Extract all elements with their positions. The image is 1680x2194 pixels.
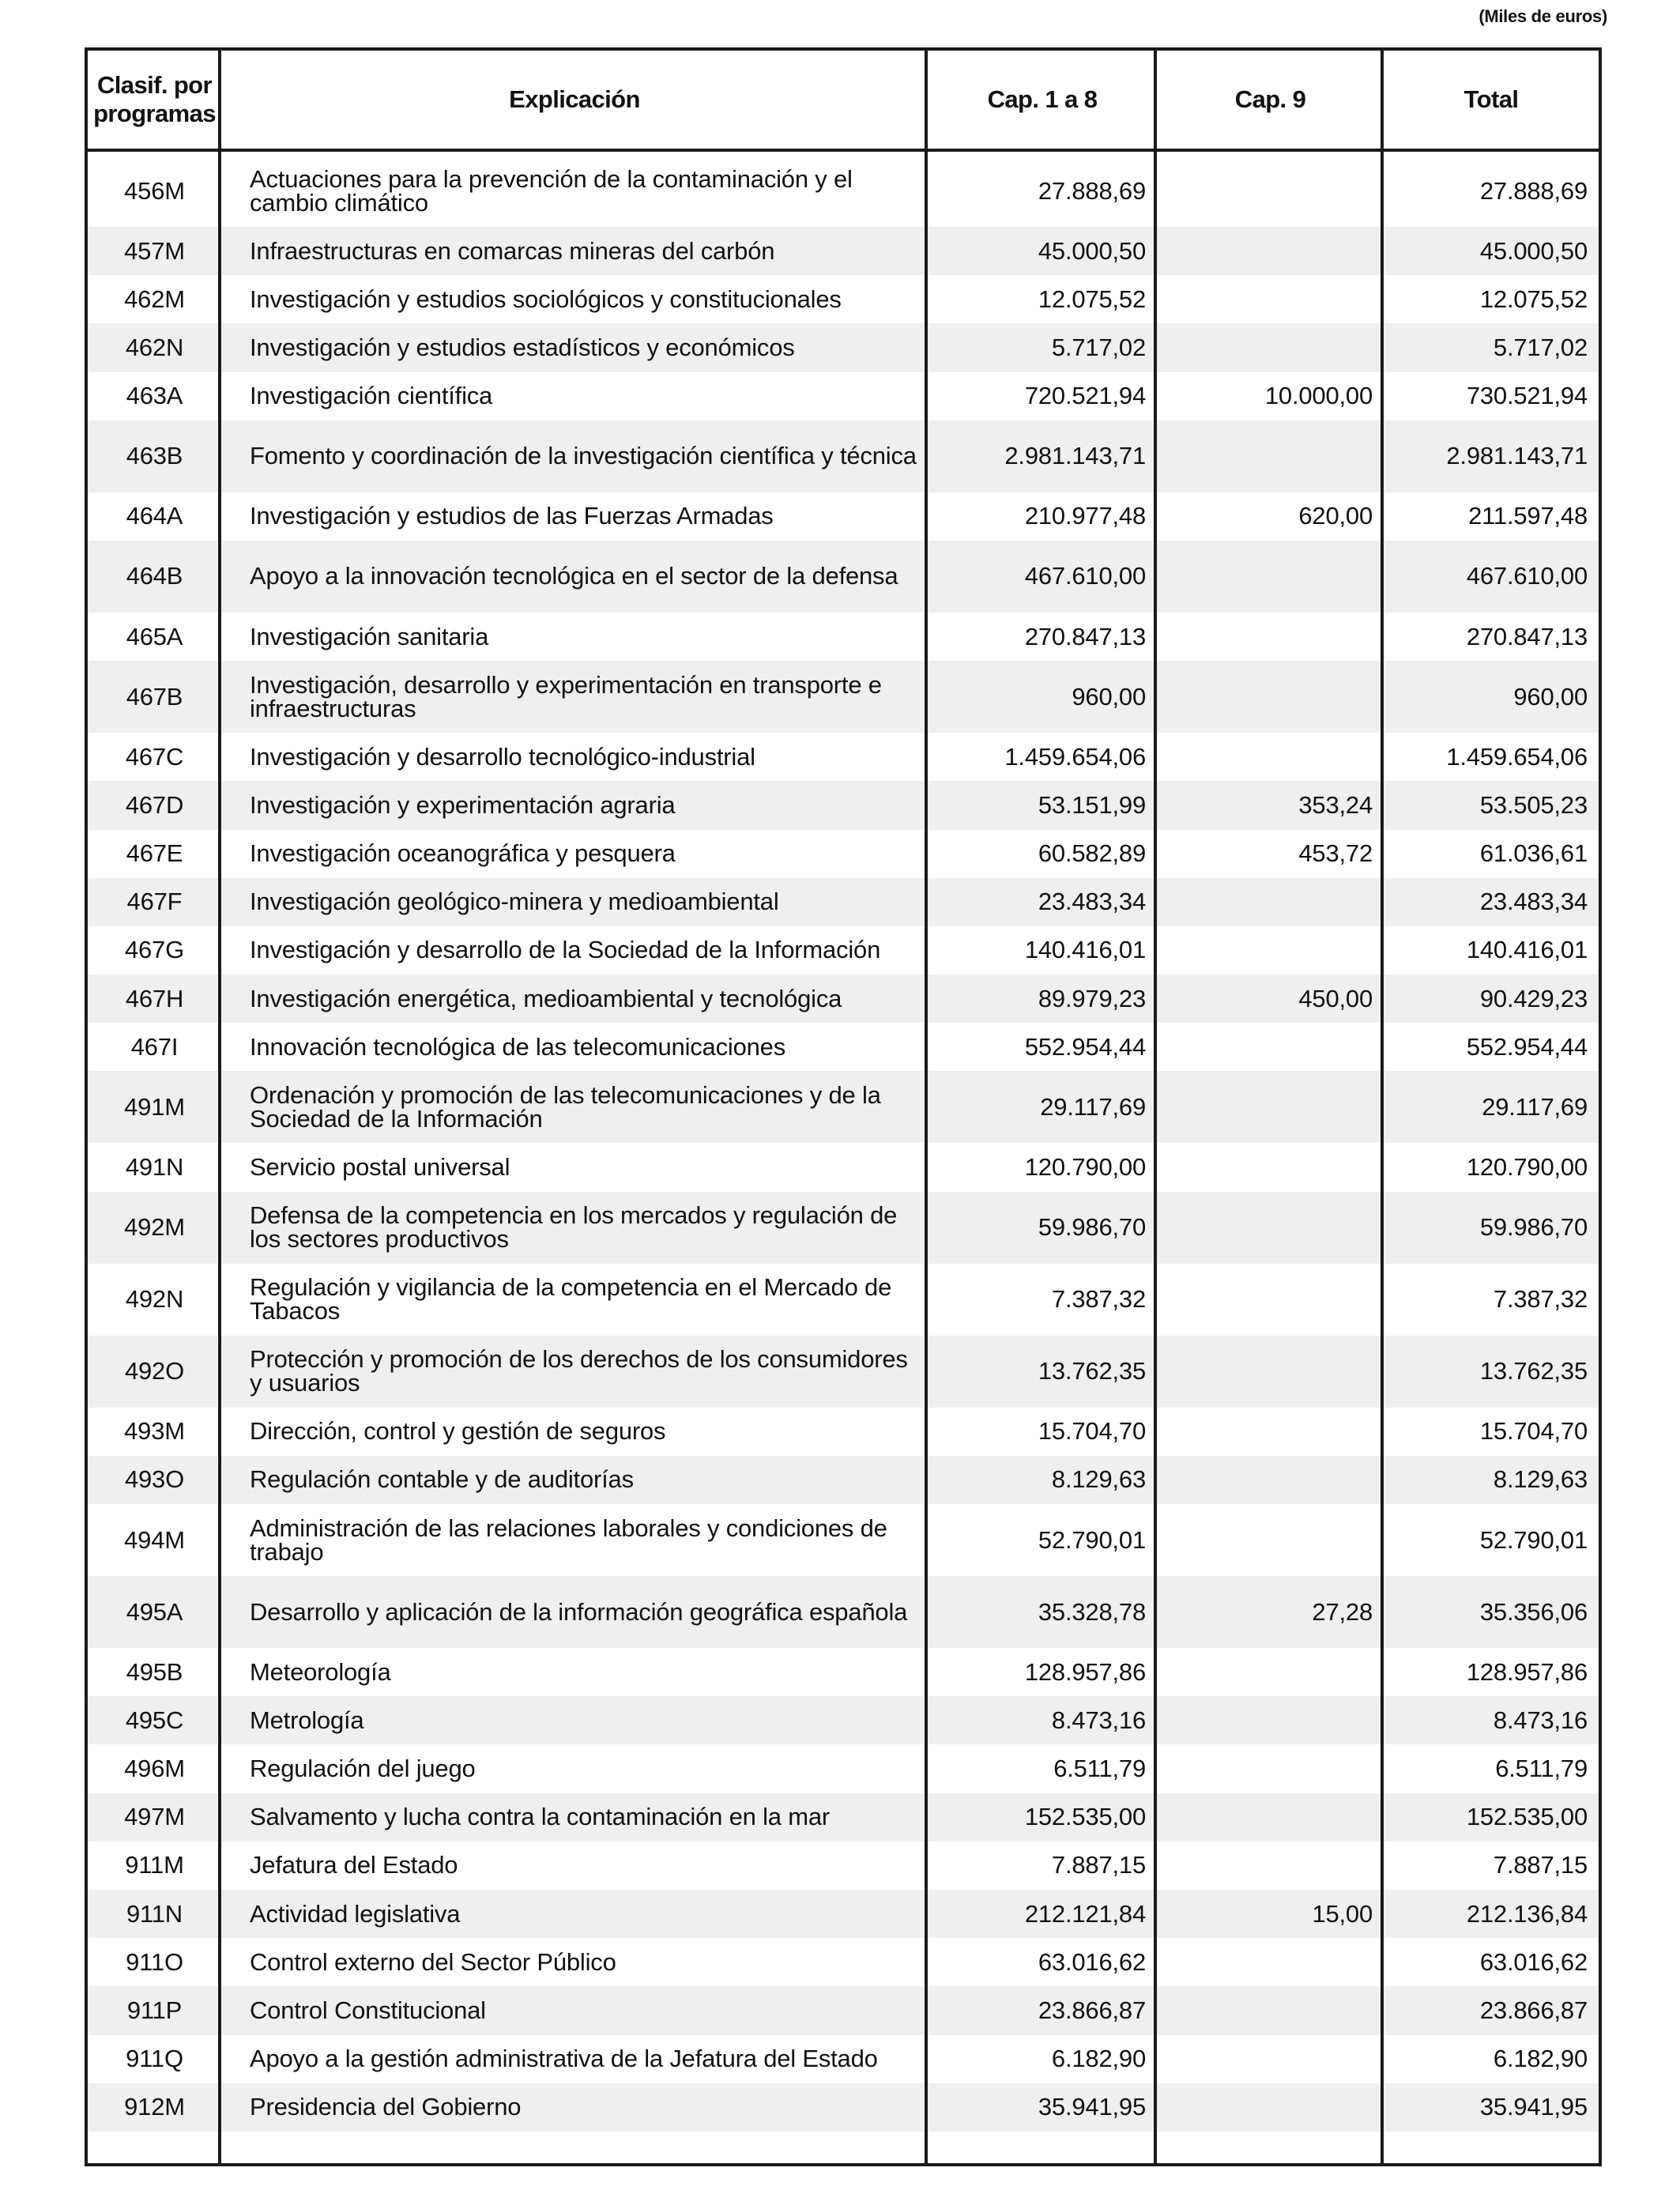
row-code: 493O <box>88 1456 221 1504</box>
row-cap-1-8: 552.954,44 <box>1024 1032 1146 1061</box>
row-cap-1-8: 1.459.654,06 <box>1004 742 1146 771</box>
row-code: 491N <box>125 1153 184 1182</box>
row-total: 61.036,61 <box>1479 839 1588 868</box>
row-code: 912M <box>88 2083 221 2132</box>
row-cap-1-8: 212.121,84 <box>928 1890 1157 1938</box>
row-total: 128.957,86 <box>1466 1657 1588 1686</box>
row-code: 495B <box>126 1657 183 1686</box>
column-divider <box>218 51 221 2163</box>
row-total: 52.790,01 <box>1479 1525 1588 1554</box>
table-row <box>88 1456 1599 1504</box>
row-explanation: Meteorología <box>250 1657 391 1686</box>
table-row <box>88 661 1599 733</box>
row-explanation: Investigación, desarrollo y experimentación en transporte e infraestructuras <box>221 661 928 733</box>
row-cap-1-8: 6.511,79 <box>1053 1754 1146 1782</box>
row-explanation: Control externo del Sector Público <box>250 1947 616 1976</box>
row-cap-1-8: 6.182,90 <box>1051 2045 1146 2073</box>
table-row <box>88 1744 1599 1793</box>
row-cap-9 <box>1157 878 1384 926</box>
row-cap-1-8: 467.610,00 <box>928 541 1157 613</box>
row-cap-9: 450,00 <box>1157 974 1384 1023</box>
row-explanation: Investigación y estudios estadísticos y económicos <box>221 323 928 371</box>
header-cap-1-8: Cap. 1 a 8 <box>987 85 1098 114</box>
header-cap-9: Cap. 9 <box>1234 85 1306 114</box>
row-cap-1-8: 27.888,69 <box>1038 176 1146 205</box>
row-cap-9 <box>1157 1986 1384 2034</box>
row-cap-1-8: 8.129,63 <box>928 1456 1157 1504</box>
row-explanation: Investigación oceanográfica y pesquera <box>250 839 676 868</box>
row-total: 53.505,23 <box>1384 781 1599 829</box>
row-cap-9 <box>1157 1938 1384 1986</box>
row-total: 7.387,32 <box>1493 1285 1588 1314</box>
row-cap-1-8: 8.473,16 <box>928 1696 1157 1744</box>
row-cap-1-8: 59.986,70 <box>928 1192 1157 1264</box>
header-total: Total <box>1463 85 1519 114</box>
row-cap-9 <box>1157 613 1384 661</box>
header-explanation: Explicación <box>509 85 640 114</box>
row-total: 23.483,34 <box>1384 878 1599 926</box>
row-explanation: Servicio postal universal <box>250 1153 510 1182</box>
row-cap-1-8: 89.979,23 <box>928 974 1157 1023</box>
row-explanation: Metrología <box>221 1696 928 1744</box>
row-cap-1-8: 23.866,87 <box>928 1986 1157 2034</box>
row-total: 120.790,00 <box>1466 1153 1588 1182</box>
row-cap-9 <box>1157 541 1384 613</box>
row-explanation: Desarrollo y aplicación de la información geográfica española <box>221 1576 928 1648</box>
row-cap-1-8: 7.387,32 <box>1051 1285 1146 1314</box>
row-explanation: Regulación del juego <box>250 1754 476 1782</box>
row-cap-9: 620,00 <box>1298 502 1373 530</box>
table-row <box>88 1023 1599 1071</box>
row-cap-9 <box>1157 323 1384 371</box>
table-row <box>88 323 1599 371</box>
row-total: 63.016,62 <box>1479 1947 1588 1976</box>
row-cap-1-8: 270.847,13 <box>1024 622 1146 650</box>
row-code: 493M <box>124 1417 185 1446</box>
row-cap-9 <box>1157 733 1384 781</box>
table-row <box>88 613 1599 661</box>
row-code: 492N <box>125 1285 184 1314</box>
row-code: 497M <box>88 1793 221 1842</box>
row-explanation: Investigación y estudios sociológicos y constitucionales <box>250 285 842 313</box>
row-cap-9: 353,24 <box>1157 781 1384 829</box>
table-row <box>88 1264 1599 1336</box>
row-cap-1-8: 5.717,02 <box>928 323 1157 371</box>
row-total: 6.511,79 <box>1495 1754 1588 1782</box>
row-code: 463A <box>126 382 183 410</box>
row-total: 270.847,13 <box>1466 622 1588 650</box>
table-row <box>88 1793 1599 1842</box>
row-total: 45.000,50 <box>1384 227 1599 275</box>
row-total: 8.473,16 <box>1384 1696 1599 1744</box>
row-cap-9 <box>1157 1336 1384 1408</box>
row-cap-1-8: 45.000,50 <box>928 227 1157 275</box>
row-cap-9 <box>1157 1192 1384 1264</box>
row-total: 152.535,00 <box>1384 1793 1599 1842</box>
table-row <box>88 1576 1599 1648</box>
row-cap-9 <box>1157 1143 1384 1191</box>
row-code: 495A <box>88 1576 221 1648</box>
row-cap-9 <box>1157 2035 1384 2083</box>
row-code: 464B <box>88 541 221 613</box>
row-code: 456M <box>124 176 185 205</box>
row-code: 465A <box>126 622 183 650</box>
row-explanation: Regulación y vigilancia de la competencia en el Mercado de Tabacos <box>250 1273 892 1325</box>
row-explanation: Apoyo a la gestión administrativa de la Jefatura del Estado <box>250 2045 878 2073</box>
row-cap-1-8: 63.016,62 <box>1038 1947 1146 1976</box>
row-cap-1-8: 720.521,94 <box>1024 382 1146 410</box>
row-code: 467E <box>126 839 183 868</box>
table-row <box>88 420 1599 492</box>
row-code: 467C <box>125 742 184 771</box>
column-divider <box>1154 51 1157 2163</box>
row-explanation: Control Constitucional <box>221 1986 928 2034</box>
table-row <box>88 227 1599 275</box>
table-row <box>88 1192 1599 1264</box>
row-code: 467I <box>130 1032 179 1061</box>
row-explanation: Investigación y desarrollo de la Sociedad de la Información <box>250 936 881 964</box>
row-total: 35.356,06 <box>1384 1576 1599 1648</box>
table-row <box>88 2083 1599 2132</box>
table-row <box>88 2035 1599 2083</box>
row-total: 730.521,94 <box>1466 382 1588 410</box>
row-code: 467G <box>124 936 185 964</box>
row-cap-9: 10.000,00 <box>1264 382 1373 410</box>
table-row <box>88 830 1599 878</box>
row-explanation: Investigación geológico-minera y medioambiental <box>221 878 928 926</box>
table-row <box>88 781 1599 829</box>
row-total: 59.986,70 <box>1384 1192 1599 1264</box>
table-row <box>88 733 1599 781</box>
table-header <box>88 51 1599 155</box>
row-cap-1-8: 12.075,52 <box>1038 285 1146 313</box>
row-explanation: Administración de las relaciones laborales y condiciones de trabajo <box>250 1514 887 1566</box>
row-cap-1-8: 60.582,89 <box>1038 839 1146 868</box>
row-cap-1-8: 152.535,00 <box>928 1793 1157 1842</box>
table-row <box>88 541 1599 613</box>
row-code: 462M <box>124 285 185 313</box>
row-cap-1-8: 960,00 <box>928 661 1157 733</box>
row-code: 467D <box>88 781 221 829</box>
table-row <box>88 1408 1599 1456</box>
row-code: 467B <box>88 661 221 733</box>
table-row <box>88 1648 1599 1696</box>
row-explanation: Regulación contable y de auditorías <box>221 1456 928 1504</box>
row-code: 467F <box>88 878 221 926</box>
table-row <box>88 1890 1599 1938</box>
row-cap-9 <box>1157 155 1384 227</box>
row-code: 462N <box>88 323 221 371</box>
row-cap-9: 453,72 <box>1298 839 1373 868</box>
row-code: 911Q <box>126 2045 183 2073</box>
row-total: 23.866,87 <box>1384 1986 1599 2034</box>
row-total: 15.704,70 <box>1479 1417 1588 1446</box>
row-explanation: Investigación y experimentación agraria <box>221 781 928 829</box>
table-row <box>88 1986 1599 2034</box>
row-cap-9 <box>1157 1842 1384 1890</box>
table-row <box>88 492 1599 541</box>
row-cap-1-8: 128.957,86 <box>1024 1657 1146 1686</box>
row-total: 960,00 <box>1384 661 1599 733</box>
row-code: 457M <box>88 227 221 275</box>
row-total: 29.117,69 <box>1384 1071 1599 1143</box>
row-code: 491M <box>88 1071 221 1143</box>
row-cap-1-8: 120.790,00 <box>1024 1153 1146 1182</box>
row-explanation: Investigación energética, medioambiental y tecnológica <box>221 974 928 1023</box>
row-cap-9 <box>1157 1504 1384 1576</box>
row-total: 2.981.143,71 <box>1384 420 1599 492</box>
column-divider <box>1381 51 1384 2163</box>
row-code: 496M <box>124 1754 185 1782</box>
units-label: (Miles de euros) <box>1478 6 1607 26</box>
row-total: 27.888,69 <box>1479 176 1588 205</box>
table-row <box>88 1504 1599 1576</box>
row-explanation: Presidencia del Gobierno <box>221 2083 928 2132</box>
row-total: 90.429,23 <box>1384 974 1599 1023</box>
row-code: 911N <box>88 1890 221 1938</box>
row-cap-9 <box>1157 1456 1384 1504</box>
table-row <box>88 974 1599 1023</box>
table-row <box>88 155 1599 227</box>
row-total: 1.459.654,06 <box>1446 742 1588 771</box>
row-code: 464A <box>126 502 183 530</box>
row-explanation: Salvamento y lucha contra la contaminación en la mar <box>221 1793 928 1842</box>
row-cap-1-8: 23.483,34 <box>928 878 1157 926</box>
row-explanation: Investigación científica <box>250 382 493 410</box>
row-code: 492O <box>88 1336 221 1408</box>
row-explanation: Ordenación y promoción de las telecomunicaciones y de la Sociedad de la Información <box>221 1071 928 1143</box>
table-row <box>88 878 1599 926</box>
row-explanation: Apoyo a la innovación tecnológica en el sector de la defensa <box>221 541 928 613</box>
row-cap-1-8: 52.790,01 <box>1038 1525 1146 1554</box>
row-explanation: Dirección, control y gestión de seguros <box>250 1417 666 1446</box>
table-row <box>88 1336 1599 1408</box>
row-cap-1-8: 140.416,01 <box>1024 936 1146 964</box>
row-total: 6.182,90 <box>1493 2045 1588 2073</box>
row-cap-9 <box>1157 2083 1384 2132</box>
row-total: 211.597,48 <box>1468 502 1588 530</box>
row-cap-9 <box>1157 1648 1384 1696</box>
row-total: 140.416,01 <box>1466 936 1588 964</box>
row-cap-9 <box>1157 1744 1384 1793</box>
header-code: Clasif. por programas <box>93 71 216 127</box>
table-row <box>88 1938 1599 1986</box>
table-row <box>88 1071 1599 1143</box>
row-code: 495C <box>88 1696 221 1744</box>
row-explanation: Investigación y estudios de las Fuerzas Armadas <box>250 502 774 530</box>
row-cap-9 <box>1157 926 1384 974</box>
row-explanation: Fomento y coordinación de la investigación científica y técnica <box>221 420 928 492</box>
table-body <box>88 155 1599 2132</box>
row-cap-1-8: 13.762,35 <box>928 1336 1157 1408</box>
row-cap-1-8: 35.941,95 <box>928 2083 1157 2132</box>
row-cap-9: 15,00 <box>1157 1890 1384 1938</box>
row-cap-9 <box>1157 1071 1384 1143</box>
budget-table <box>85 47 1602 2166</box>
row-explanation: Investigación y desarrollo tecnológico-industrial <box>250 742 755 771</box>
row-cap-9: 27,28 <box>1157 1576 1384 1648</box>
row-cap-1-8: 35.328,78 <box>928 1576 1157 1648</box>
row-cap-9 <box>1157 1793 1384 1842</box>
row-cap-1-8: 29.117,69 <box>928 1071 1157 1143</box>
row-cap-1-8: 53.151,99 <box>928 781 1157 829</box>
row-code: 911M <box>125 1851 184 1879</box>
table-row <box>88 926 1599 974</box>
table-row <box>88 1143 1599 1191</box>
table-row <box>88 1842 1599 1890</box>
row-cap-1-8: 15.704,70 <box>1038 1417 1146 1446</box>
row-cap-9 <box>1157 661 1384 733</box>
row-code: 911P <box>88 1986 221 2034</box>
row-explanation: Actuaciones para la prevención de la contaminación y el cambio climático <box>250 164 853 217</box>
row-total: 8.129,63 <box>1384 1456 1599 1504</box>
row-total: 12.075,52 <box>1479 285 1588 313</box>
row-cap-9 <box>1157 227 1384 275</box>
row-total: 212.136,84 <box>1384 1890 1599 1938</box>
row-cap-1-8: 7.887,15 <box>1051 1851 1146 1879</box>
row-explanation: Investigación sanitaria <box>250 622 489 650</box>
row-code: 492M <box>88 1192 221 1264</box>
row-cap-1-8: 2.981.143,71 <box>928 420 1157 492</box>
row-cap-9 <box>1157 1023 1384 1071</box>
row-explanation: Infraestructuras en comarcas mineras del carbón <box>221 227 928 275</box>
row-cap-9 <box>1157 1408 1384 1456</box>
row-total: 5.717,02 <box>1384 323 1599 371</box>
table-row <box>88 275 1599 323</box>
row-code: 467H <box>88 974 221 1023</box>
row-code: 911O <box>126 1947 183 1976</box>
row-explanation: Innovación tecnológica de las telecomunicaciones <box>250 1032 786 1061</box>
budget-table-grid <box>88 51 1599 2132</box>
row-explanation: Jefatura del Estado <box>250 1851 458 1879</box>
row-code: 494M <box>124 1525 185 1554</box>
table-row <box>88 1696 1599 1744</box>
row-cap-9 <box>1157 275 1384 323</box>
column-divider <box>925 51 928 2163</box>
row-total: 467.610,00 <box>1384 541 1599 613</box>
header-divider <box>88 149 1599 152</box>
row-explanation: Actividad legislativa <box>221 1890 928 1938</box>
row-cap-9 <box>1157 420 1384 492</box>
table-row <box>88 372 1599 420</box>
row-cap-9 <box>1157 1264 1384 1336</box>
row-total: 35.941,95 <box>1384 2083 1599 2132</box>
row-total: 13.762,35 <box>1384 1336 1599 1408</box>
row-explanation: Protección y promoción de los derechos de los consumidores y usuarios <box>221 1336 928 1408</box>
row-explanation: Defensa de la competencia en los mercados y regulación de los sectores productivos <box>221 1192 928 1264</box>
row-cap-9 <box>1157 1696 1384 1744</box>
row-total: 552.954,44 <box>1466 1032 1588 1061</box>
row-total: 7.887,15 <box>1493 1851 1588 1879</box>
row-code: 463B <box>88 420 221 492</box>
row-cap-1-8: 210.977,48 <box>1024 502 1146 530</box>
